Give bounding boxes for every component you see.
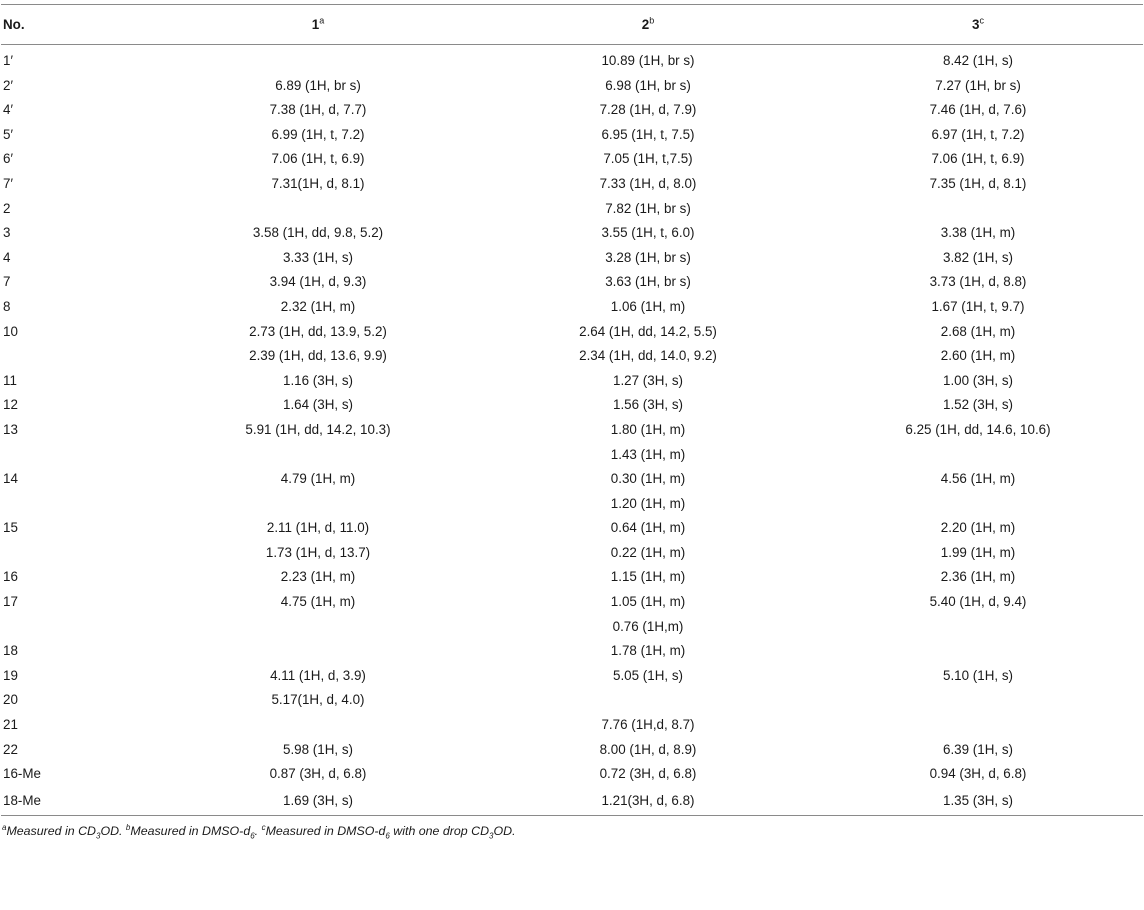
footnote-a-mark: a [2, 822, 7, 832]
cell-compound-3: 1.67 (1H, t, 9.7) [931, 298, 1025, 314]
table-row [1, 565, 1143, 590]
cell-compound-1 [153, 443, 483, 468]
cell-position: 17 [3, 594, 18, 610]
footnote-b-mark: b [125, 822, 131, 832]
table-row [1, 787, 1143, 816]
cell-compound-2: 0.72 (3H, d, 6.8) [599, 766, 697, 782]
cell-compound-2: 7.28 (1H, d, 7.9) [599, 102, 697, 118]
cell-compound-3: 2.20 (1H, m) [940, 520, 1016, 536]
cell-position: 18-Me [1, 787, 153, 816]
cell-compound-2: 1.15 (1H, m) [610, 569, 686, 585]
table-row [1, 123, 1143, 148]
cell-compound-3: 6.97 (1H, t, 7.2) [931, 126, 1025, 142]
footnote-a-text: Measured in CD [6, 823, 96, 838]
cell-compound-3: 0.94 (3H, d, 6.8) [929, 766, 1027, 782]
cell-position: 16 [3, 569, 18, 585]
cell-compound-1: 1.64 (3H, s) [283, 397, 353, 413]
cell-compound-3 [813, 492, 1143, 517]
cell-compound-1: 2.73 (1H, dd, 13.9, 5.2) [249, 323, 387, 339]
cell-position: 2′ [3, 77, 13, 93]
cell-compound-2 [483, 688, 813, 713]
nmr-data-table [1, 4, 1143, 816]
cell-compound-2: 1.80 (1H, m) [610, 421, 686, 437]
footnote-c-text: Measured in DMSO- [265, 823, 379, 838]
cell-compound-3: 1.35 (3H, s) [813, 787, 1143, 816]
table-row [1, 393, 1143, 418]
cell-compound-3 [813, 197, 1143, 222]
cell-compound-1: 3.33 (1H, s) [283, 249, 353, 265]
cell-compound-3: 1.52 (3H, s) [943, 397, 1013, 413]
cell-position: 22 [3, 741, 18, 757]
header-compound-2-label: 2 [641, 17, 650, 32]
cell-compound-1: 1.16 (3H, s) [283, 372, 353, 388]
cell-compound-1: 2.32 (1H, m) [280, 298, 356, 314]
cell-compound-3: 2.68 (1H, m) [940, 323, 1016, 339]
cell-position [1, 344, 153, 369]
cell-compound-1: 2.39 (1H, dd, 13.6, 9.9) [249, 348, 387, 364]
table-row [1, 98, 1143, 123]
cell-compound-3 [813, 615, 1143, 640]
header-compound-1-label: 1 [311, 17, 320, 32]
cell-compound-2: 1.78 (1H, m) [610, 643, 686, 659]
cell-compound-2: 3.63 (1H, br s) [605, 274, 691, 290]
cell-compound-1: 1.73 (1H, d, 13.7) [265, 544, 371, 560]
cell-compound-2: 3.28 (1H, br s) [605, 249, 691, 265]
cell-position: 7 [3, 274, 11, 290]
cell-compound-1: 3.58 (1H, dd, 9.8, 5.2) [252, 225, 384, 241]
cell-position [1, 615, 153, 640]
cell-compound-2: 0.22 (1H, m) [610, 544, 686, 560]
table-row [1, 320, 1143, 345]
cell-compound-3: 7.46 (1H, d, 7.6) [929, 102, 1027, 118]
table-footnote [0, 822, 1144, 840]
table-row [1, 492, 1143, 517]
footnote-c-text-mid: with one drop CD [389, 823, 490, 838]
cell-compound-2: 3.55 (1H, t, 6.0) [601, 225, 695, 241]
cell-compound-1: 0.87 (3H, d, 6.8) [269, 766, 367, 782]
cell-compound-1: 7.38 (1H, d, 7.7) [269, 102, 367, 118]
table-row [1, 467, 1143, 492]
cell-compound-2: 0.76 (1H,m) [612, 618, 684, 634]
cell-compound-3: 4.56 (1H, m) [940, 471, 1016, 487]
header-compound-3 [813, 5, 1143, 45]
table-row [1, 369, 1143, 394]
header-no-label: No. [3, 17, 25, 32]
cell-compound-3: 7.35 (1H, d, 8.1) [929, 175, 1027, 191]
cell-compound-3: 2.60 (1H, m) [940, 348, 1016, 364]
table-row [1, 270, 1143, 295]
table-row [1, 541, 1143, 566]
cell-compound-1: 5.98 (1H, s) [283, 741, 353, 757]
cell-compound-3: 3.38 (1H, m) [940, 225, 1016, 241]
cell-compound-1 [153, 492, 483, 517]
header-compound-2 [483, 5, 813, 45]
cell-position: 3 [3, 225, 11, 241]
cell-position: 5′ [3, 126, 13, 142]
table-row [1, 74, 1143, 99]
table-body [1, 45, 1143, 816]
cell-compound-2: 2.34 (1H, dd, 14.0, 9.2) [579, 348, 717, 364]
cell-compound-2: 7.33 (1H, d, 8.0) [599, 175, 697, 191]
cell-position: 16-Me [3, 766, 41, 782]
cell-compound-2: 0.30 (1H, m) [610, 471, 686, 487]
table-row [1, 639, 1143, 664]
table-row [1, 197, 1143, 222]
table-row [1, 762, 1143, 787]
cell-compound-3 [813, 639, 1143, 664]
cell-position: 11 [3, 372, 17, 388]
cell-compound-1: 7.31(1H, d, 8.1) [271, 175, 365, 191]
table-row [1, 172, 1143, 197]
footnote-c-text-end: OD. [493, 823, 516, 838]
cell-compound-1 [153, 45, 483, 74]
cell-compound-3 [813, 688, 1143, 713]
table-row [1, 246, 1143, 271]
cell-compound-2: 10.89 (1H, br s) [601, 53, 695, 68]
cell-position [1, 541, 153, 566]
footnote-c-sub2: 3 [489, 831, 494, 841]
cell-position: 12 [3, 397, 18, 413]
header-row [1, 5, 1143, 45]
cell-position: 18 [3, 643, 18, 659]
cell-position: 2 [3, 200, 11, 216]
table-header [1, 5, 1143, 45]
cell-position: 13 [3, 421, 18, 437]
footnote-b-text: Measured in DMSO- [130, 823, 244, 838]
cell-position: 4 [3, 249, 11, 265]
header-compound-3-sup: c [979, 15, 984, 26]
table-row [1, 295, 1143, 320]
cell-compound-2: 6.95 (1H, t, 7.5) [601, 126, 695, 142]
footnote-c-sub: 6 [385, 831, 390, 841]
cell-position [1, 492, 153, 517]
cell-position [1, 443, 153, 468]
header-compound-1 [153, 5, 483, 45]
footnote-b-text-end: . [254, 823, 262, 838]
cell-compound-2: 7.76 (1H,d, 8.7) [601, 717, 695, 733]
cell-compound-2: 7.05 (1H, t,7.5) [603, 151, 693, 167]
cell-compound-2: 1.43 (1H, m) [610, 446, 686, 462]
cell-compound-3: 3.82 (1H, s) [943, 249, 1013, 265]
cell-compound-2: 1.21(3H, d, 6.8) [483, 787, 813, 816]
table-row [1, 344, 1143, 369]
cell-compound-2: 7.82 (1H, br s) [605, 200, 691, 216]
cell-compound-2: 2.64 (1H, dd, 14.2, 5.5) [579, 323, 717, 339]
footnote-c-d: d [378, 823, 386, 838]
cell-position: 10 [3, 323, 18, 339]
cell-compound-3 [813, 713, 1143, 738]
table-row [1, 516, 1143, 541]
table-row [1, 443, 1143, 468]
cell-compound-3: 1.99 (1H, m) [940, 544, 1016, 560]
cell-compound-2: 0.64 (1H, m) [610, 520, 686, 536]
cell-position: 8 [3, 298, 11, 314]
cell-compound-1: 6.89 (1H, br s) [275, 77, 361, 93]
cell-compound-1: 5.91 (1H, dd, 14.2, 10.3) [245, 421, 391, 437]
table-row [1, 738, 1143, 763]
cell-compound-3 [813, 443, 1143, 468]
cell-compound-1 [153, 615, 483, 640]
cell-compound-3: 6.39 (1H, s) [943, 741, 1013, 757]
cell-compound-2: 1.27 (3H, s) [613, 372, 683, 388]
cell-compound-2: 1.20 (1H, m) [610, 495, 686, 511]
cell-position: 21 [3, 717, 18, 733]
cell-compound-1: 2.11 (1H, d, 11.0) [266, 520, 370, 536]
table-row [1, 688, 1143, 713]
cell-compound-1: 4.75 (1H, m) [280, 594, 356, 610]
cell-compound-1: 3.94 (1H, d, 9.3) [269, 274, 367, 290]
table-row [1, 147, 1143, 172]
cell-compound-1 [153, 197, 483, 222]
cell-compound-3: 1.00 (3H, s) [943, 372, 1013, 388]
cell-position: 14 [3, 471, 18, 487]
table-row [1, 45, 1143, 74]
cell-compound-3: 7.06 (1H, t, 6.9) [931, 151, 1025, 167]
cell-compound-1: 7.06 (1H, t, 6.9) [271, 151, 365, 167]
cell-compound-2: 1.56 (3H, s) [613, 397, 683, 413]
cell-compound-1: 4.11 (1H, d, 3.9) [270, 667, 366, 683]
cell-position: 1′ [3, 53, 13, 68]
cell-compound-1: 4.79 (1H, m) [280, 471, 356, 487]
table-row [1, 590, 1143, 615]
footnote-a-text-end: OD. [100, 823, 126, 838]
cell-compound-1 [153, 713, 483, 738]
cell-position: 15 [3, 520, 18, 536]
cell-compound-1: 5.17(1H, d, 4.0) [271, 692, 365, 708]
cell-compound-3: 3.73 (1H, d, 8.8) [929, 274, 1027, 290]
footnote-a-sub: 3 [95, 831, 101, 841]
cell-compound-1: 1.69 (3H, s) [153, 787, 483, 816]
cell-compound-2: 5.05 (1H, s) [613, 667, 683, 683]
cell-compound-2: 1.05 (1H, m) [610, 594, 686, 610]
header-compound-1-sup: a [319, 15, 325, 26]
header-compound-3-label: 3 [972, 17, 980, 32]
footnote-b-sub: 6 [250, 831, 255, 841]
cell-compound-3: 6.25 (1H, dd, 14.6, 10.6) [905, 421, 1051, 437]
cell-position: 19 [3, 667, 18, 683]
table-row [1, 615, 1143, 640]
cell-compound-2: 6.98 (1H, br s) [605, 77, 691, 93]
cell-compound-1 [153, 639, 483, 664]
cell-compound-1: 2.23 (1H, m) [280, 569, 356, 585]
footnote-c-mark: c [261, 822, 266, 832]
cell-position: 7′ [3, 175, 13, 191]
cell-compound-3: 5.10 (1H, s) [943, 667, 1013, 683]
footnote-b-d: d [243, 823, 251, 838]
cell-compound-2: 8.00 (1H, d, 8.9) [599, 741, 697, 757]
cell-position: 20 [3, 692, 18, 708]
table-row [1, 713, 1143, 738]
header-compound-2-sup: b [649, 15, 655, 26]
header-no [1, 5, 153, 45]
cell-compound-1: 6.99 (1H, t, 7.2) [271, 126, 365, 142]
cell-compound-3: 2.36 (1H, m) [940, 569, 1016, 585]
cell-compound-3: 5.40 (1H, d, 9.4) [929, 594, 1027, 610]
table-row [1, 221, 1143, 246]
table-row [1, 664, 1143, 689]
cell-position: 6′ [3, 151, 13, 167]
cell-position: 4′ [3, 102, 13, 118]
cell-compound-2: 1.06 (1H, m) [610, 298, 686, 314]
cell-compound-3: 7.27 (1H, br s) [935, 77, 1021, 93]
cell-compound-3: 8.42 (1H, s) [943, 53, 1013, 68]
table-row [1, 418, 1143, 443]
